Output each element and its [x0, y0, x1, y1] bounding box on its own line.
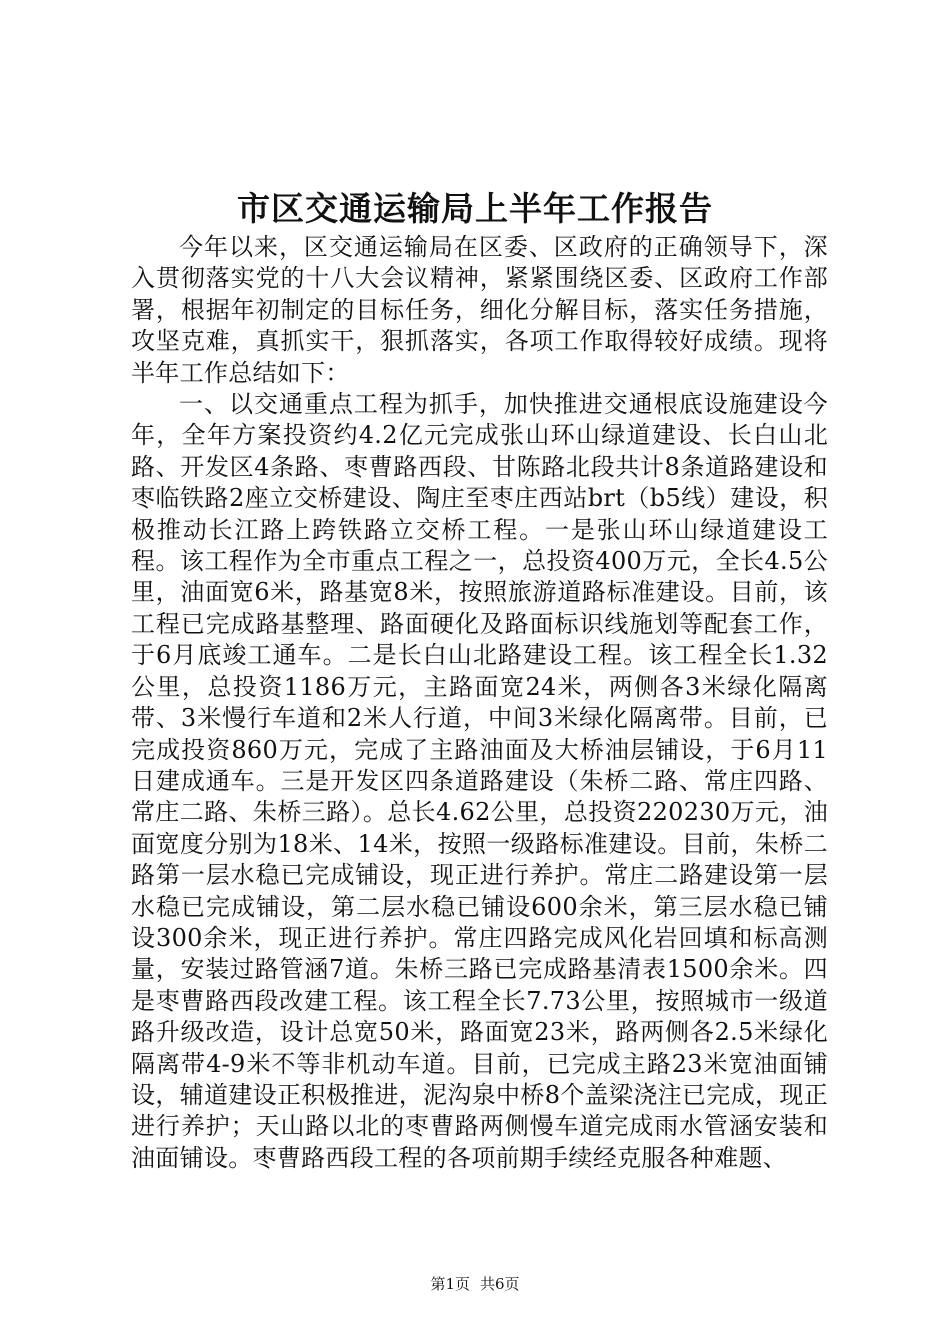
paragraph-intro: 今年以来，区交通运输局在区委、区政府的正确领导下，深入贯彻落实党的十八大会议精神，紧紧围绕区委、区政府工作部署，根据年初制定的目标任务，细化分解目标，落实任务措施，攻坚克难，真抓实干，狠抓落实，各项工作取得较好成绩。现将半年工作总结如下：	[131, 233, 828, 387]
page-number-total: 共6页	[480, 1275, 520, 1293]
page-footer	[0, 1272, 950, 1296]
page-number-current: 第1页	[430, 1275, 470, 1293]
paragraph-section-one: 一、以交通重点工程为抓手，加快推进交通根底设施建设今年，全年方案投资约4.2亿元完成张山环山绿道建设、长白山北路、开发区4条路、枣曹路西段、甘陈路北段共计8条道路建设和枣临铁路2座立交桥建设、陶庄至枣庄西站brt（b5线）建设，积极推动长江路上跨铁路立交桥工程。一是张山环山绿道建设工程。该工程作为全市重点工程之一，总投资400万元，全长4.5公里，油面宽6米，路基宽8米，按照旅游道路标准建设。目前，该工程已完成路基整理、路面硬化及路面标识线施划等配套工作，于6月底竣工通车。二是长白山北路建设工程。该工程全长1.32公里，总投资1186万元，主路面宽24米，两侧各3米绿化隔离带、3米慢行车道和2米人行道，中间3米绿化隔离带。目前，已完成投资860万元，完成了主路油面及大桥油层铺设，于6月11日建成通车。三是开发区四条道路建设（朱桥二路、常庄四路、常庄二路、朱桥三路）。总长4.62公里，总投资220230万元，油面宽度分别为18米、14米，按照一级路标准建设。目前，朱桥二路第一层水稳已完成铺设，现正进行养护。常庄二路建设第一层水稳已完成铺设，第二层水稳已铺设600余米，第三层水稳已铺设300余米，现正进行养护。常庄四路完成风化岩回填和标高测量，安装过路管涵7道。朱桥三路已完成路基清表1500余米。四是枣曹路西段改建工程。该工程全长7.73公里，按照城市一级道路升级改造，设计总宽50米，路面宽23米，路两侧各2.5米绿化隔离带4-9米不等非机动车道。目前，已完成主路23米宽油面铺设，辅道建设正积极推进，泥沟泉中桥8个盖梁浇注已完成，现正进行养护；天山路以北的枣曹路两侧慢车道完成雨水管涵安装和油面铺设。枣曹路西段工程的各项前期手续经克服各种难题、	[131, 390, 828, 1172]
document-title: 市区交通运输局上半年工作报告	[237, 189, 713, 228]
document-body	[131, 232, 828, 1174]
